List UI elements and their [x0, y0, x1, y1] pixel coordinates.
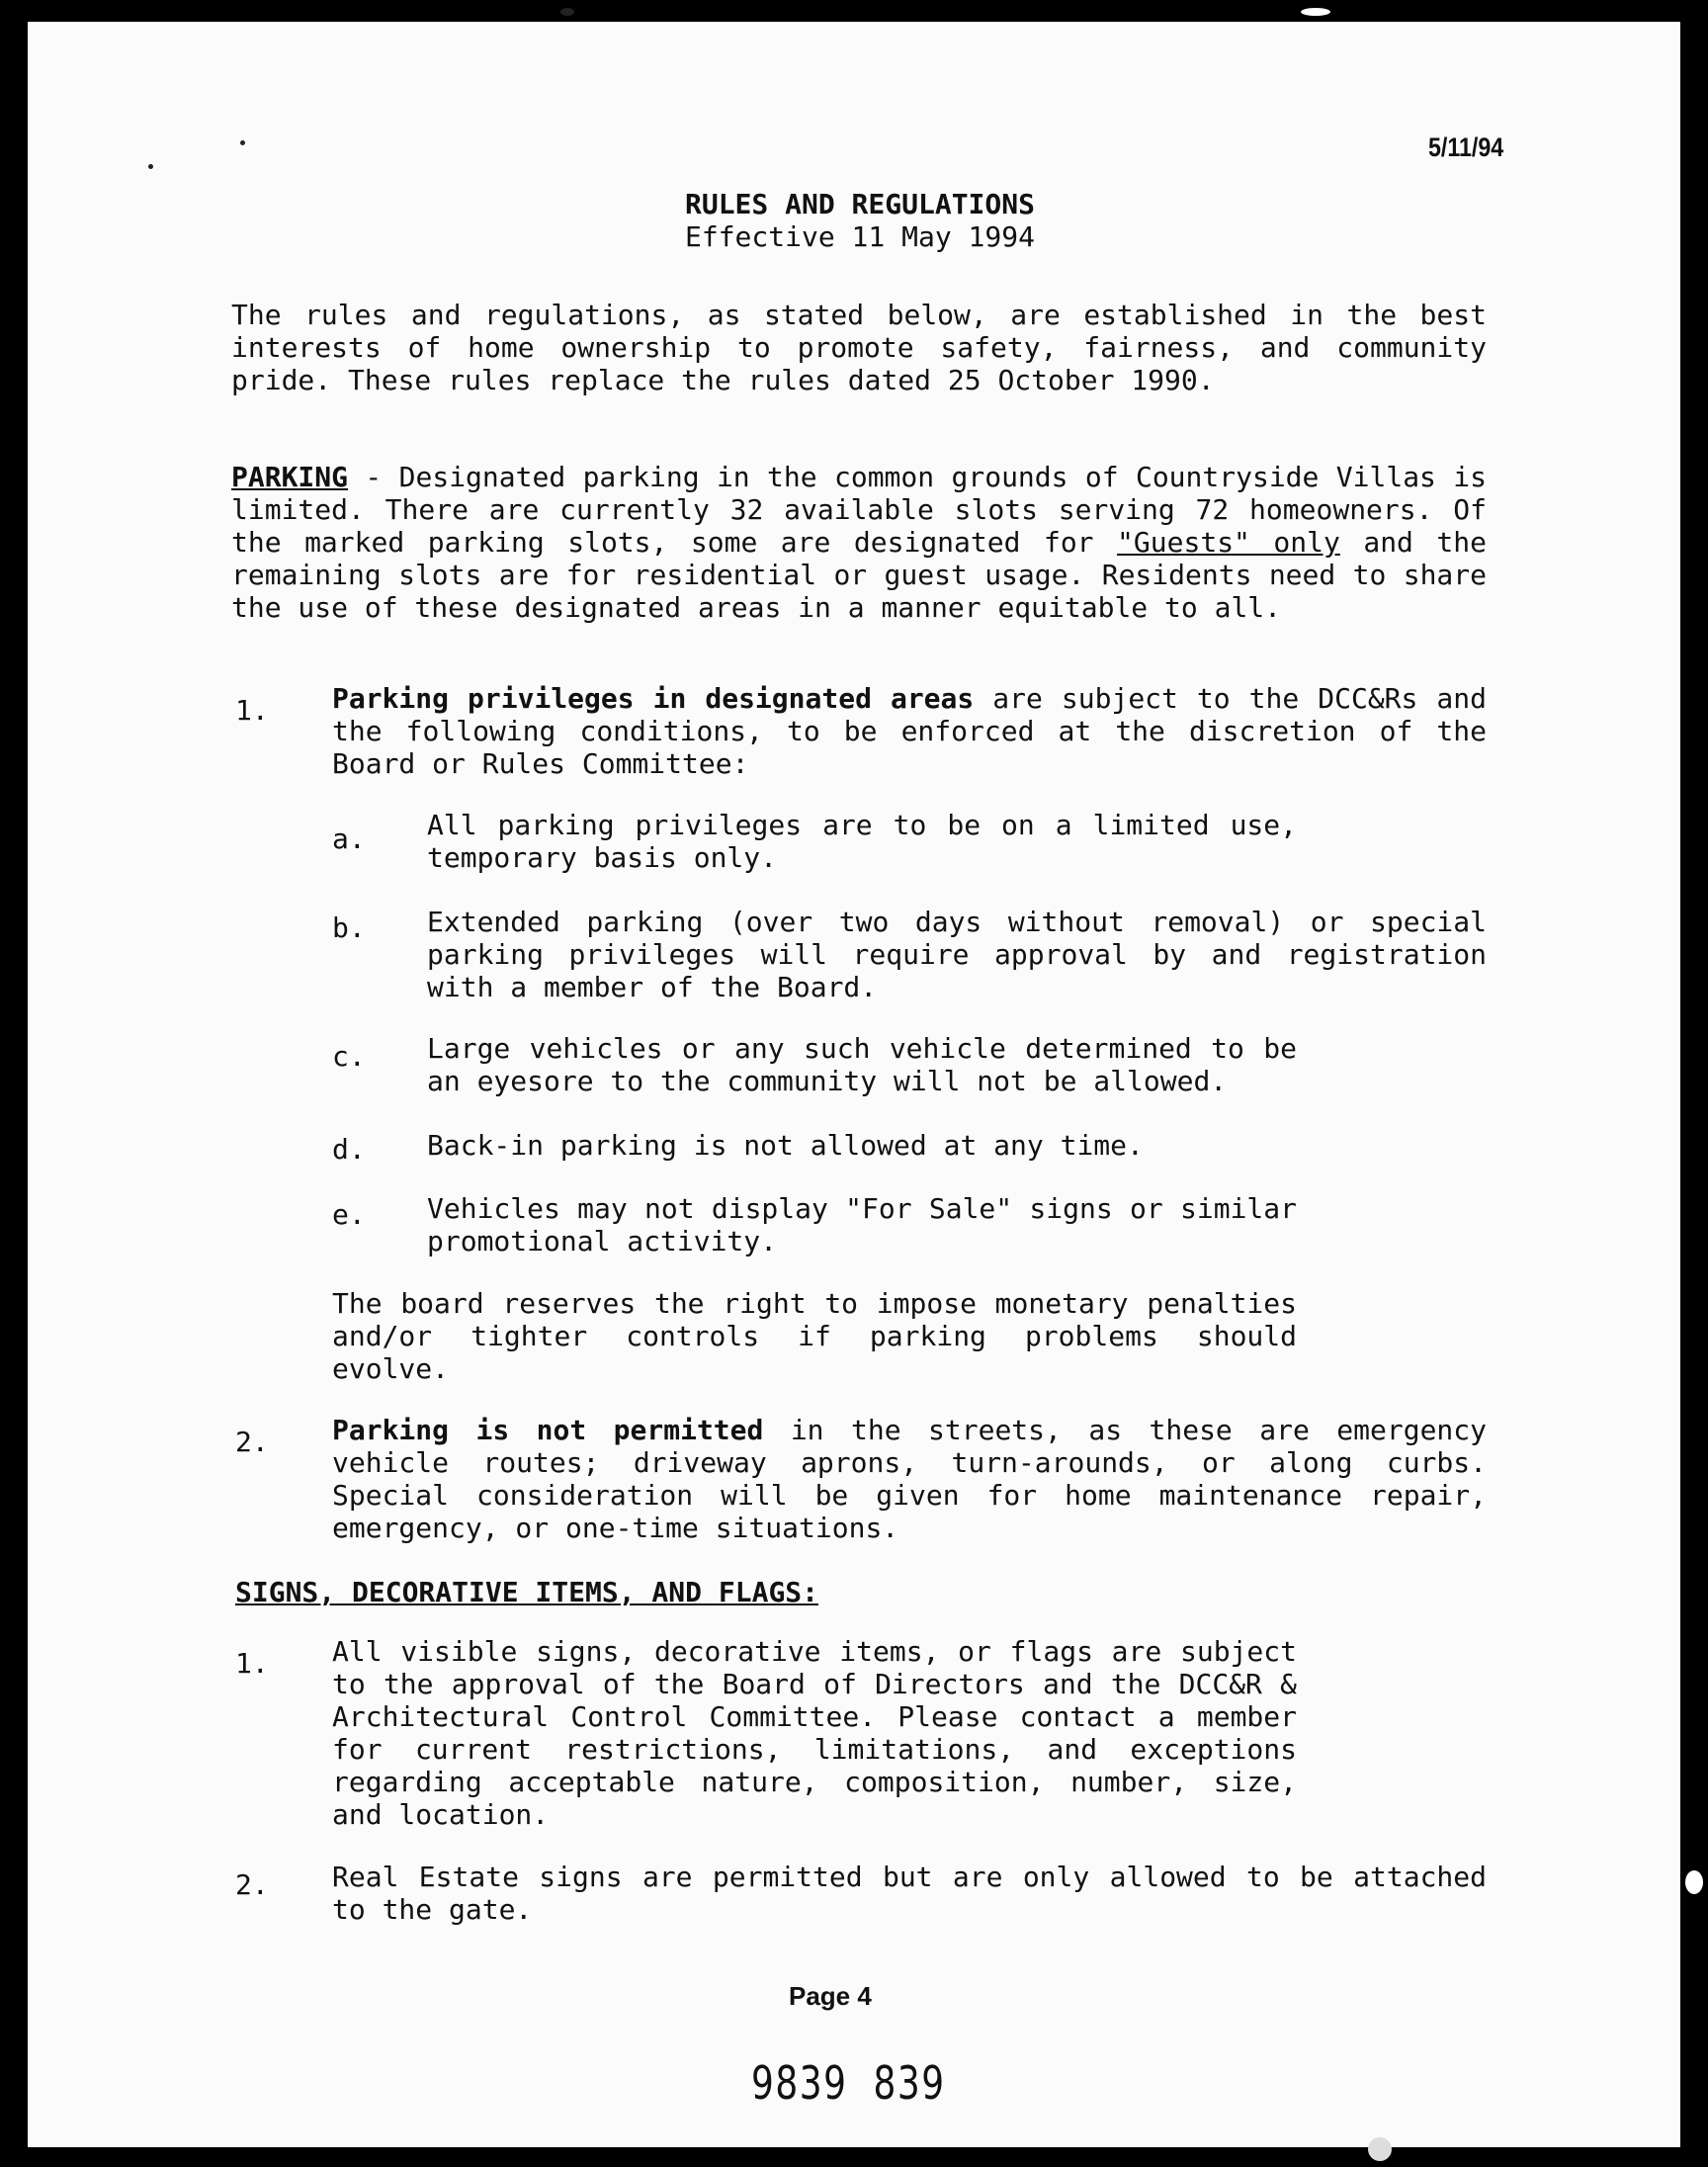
scan-speck [1685, 1870, 1703, 1894]
title-line-2: Effective 11 May 1994 [684, 220, 1035, 253]
parking-item-2-lead: Parking is not permitted [332, 1414, 764, 1446]
subitem-c-text: Large vehicles or any such vehicle determined to be an eyesore to the community will not be allowed. [427, 1032, 1297, 1097]
scan-speck [1368, 2137, 1392, 2161]
subitem-d-text: Back-in parking is not allowed at any time. [427, 1129, 1144, 1162]
intro-paragraph: The rules and regulations, as stated below, are established in the best interests of home ownership to promote safety, fairness, and community pride. These rules replace the rules dated 25 October 1990. [231, 299, 1487, 396]
signs-item-1-number: 1. [235, 1647, 269, 1680]
scan-speck [148, 164, 153, 169]
document-date: 5/11/94 [1428, 132, 1504, 162]
parking-item-1-rest: are subject to the DCC&Rs and the following conditions, to be enforced at the discretion of the Board or Rules Committee: [332, 682, 1487, 780]
parking-paragraph [231, 461, 1487, 624]
signs-item-1-text: All visible signs, decorative items, or flags are subject to the approval of the Board of Directors and the DCC&R & Architectural Control Committee. Please contact a member for current restrictions, limitations, and exceptions regarding acceptable nature, composition, number, size, and location. [332, 1635, 1297, 1831]
board-note: The board reserves the right to impose monetary penalties and/or tighter controls if parking problems should evolve. [332, 1287, 1297, 1385]
subitem-e-letter: e. [332, 1198, 366, 1231]
subitem-a-text: All parking privileges are to be on a limited use, temporary basis only. [427, 809, 1297, 874]
scan-speck [560, 8, 574, 16]
signs-item-2-number: 2. [235, 1868, 269, 1901]
guests-only-label: "Guests" only [1117, 526, 1340, 559]
parking-item-1-number: 1. [235, 694, 269, 727]
subitem-b-letter: b. [332, 911, 366, 944]
parking-item-2-number: 2. [235, 1426, 269, 1458]
scan-speck [240, 140, 245, 145]
subitem-c-letter: c. [332, 1040, 366, 1073]
subitem-a-letter: a. [332, 823, 366, 855]
subitem-e-text: Vehicles may not display "For Sale" signs or similar promotional activity. [427, 1192, 1297, 1257]
parking-text-after: and the remaining slots are for residential or guest usage. Residents need to share the use of these designated areas in a manner equitable to all. [231, 526, 1487, 624]
parking-item-2-rest: in the streets, as these are emergency vehicle routes; driveway aprons, turn-arounds, or along curbs. Special consideration will be given for home maintenance repair, emergency, or one-time situations. [332, 1414, 1487, 1544]
parking-item-1-lead: Parking privileges in designated areas [332, 682, 975, 715]
parking-item-1-text [332, 682, 1487, 780]
bates-number: 9839 839 [751, 2056, 946, 2110]
scan-border-top [0, 0, 1708, 22]
page-title [633, 188, 1087, 253]
subitem-d-letter: d. [332, 1133, 366, 1166]
title-line-1: RULES AND REGULATIONS [684, 188, 1035, 220]
signs-heading: SIGNS, DECORATIVE ITEMS, AND FLAGS: [235, 1576, 819, 1608]
parking-item-2-text [332, 1414, 1487, 1544]
parking-text-before: - Designated parking in the common grounds of Countryside Villas is limited. There are currently 32 available slots serving 72 homeowners. Of the marked parking slots, some are designated for [231, 461, 1487, 559]
scan-speck [1301, 8, 1330, 16]
page-number: Page 4 [789, 1981, 872, 2011]
subitem-b-text: Extended parking (over two days without removal) or special parking privileges will require approval by and registration with a member of the Board. [427, 906, 1487, 1003]
parking-heading: PARKING [231, 461, 349, 493]
signs-item-2-text: Real Estate signs are permitted but are only allowed to be attached to the gate. [332, 1861, 1487, 1926]
